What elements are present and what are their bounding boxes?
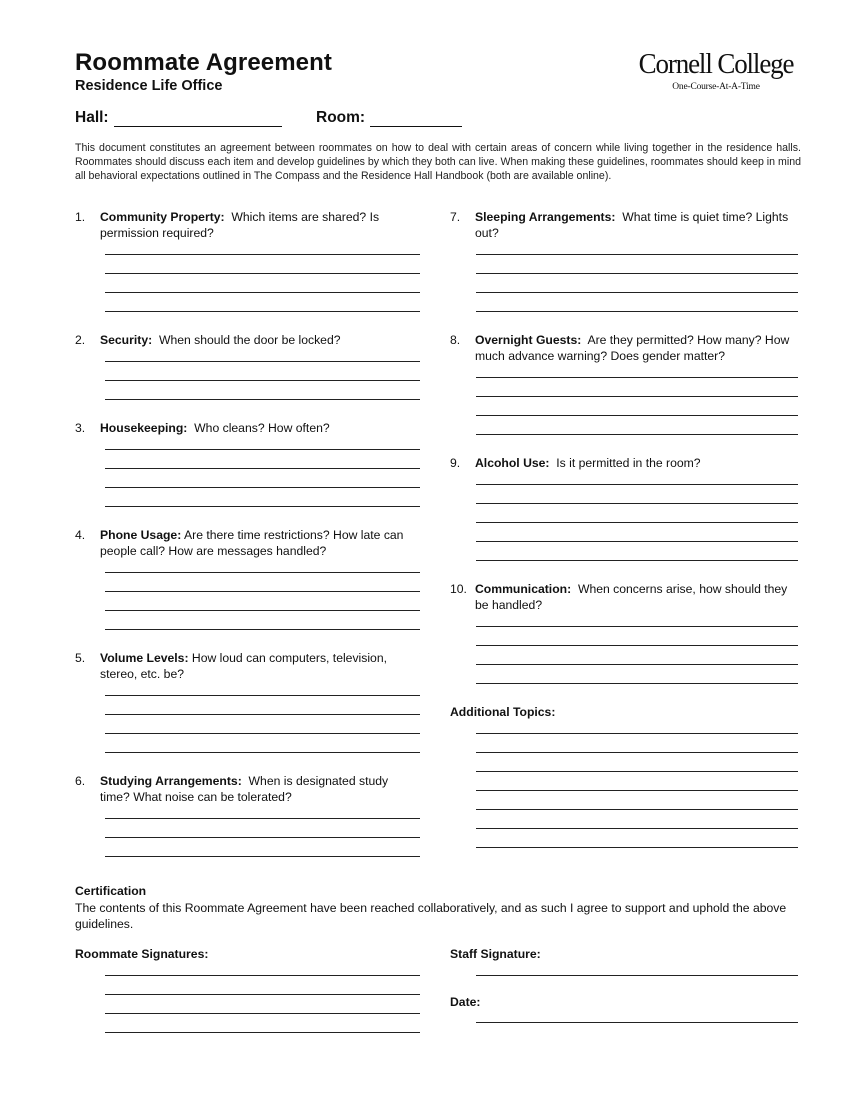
item-number: 10. xyxy=(450,582,467,596)
answer-line[interactable] xyxy=(476,847,798,848)
answer-line[interactable] xyxy=(105,254,420,255)
item-question: Is it permitted in the room? xyxy=(556,456,701,470)
hall-label: Hall: xyxy=(75,109,109,126)
room-label: Room: xyxy=(316,109,366,126)
answer-line[interactable] xyxy=(476,503,798,504)
page-title: Roommate Agreement xyxy=(75,49,332,76)
answer-line[interactable] xyxy=(476,377,798,378)
item-question: What time is quiet time? Lights out? xyxy=(475,210,789,240)
item-title: Housekeeping: xyxy=(100,421,188,435)
intro-paragraph: This document constitutes an agreement between roommates on how to deal with certain areas of concern while living together in the residence halls. Roommates should discuss each item and develop guidelines by which they both can live. When making these guidelines, roommates should keep in mind all behavioral expectations outlined in The Compass and the Residence Hall Handbook (both are available online). xyxy=(75,142,801,182)
answer-line[interactable] xyxy=(476,733,798,734)
answer-line[interactable] xyxy=(476,415,798,416)
item-title: Phone Usage: xyxy=(100,528,182,542)
item-title: Overnight Guests: xyxy=(475,333,582,347)
answer-line[interactable] xyxy=(105,572,420,573)
roommate-signatures-label: Roommate Signatures: xyxy=(75,947,209,961)
item-question: When should the door be locked? xyxy=(158,333,341,347)
page-subtitle: Residence Life Office xyxy=(75,78,223,94)
answer-line[interactable] xyxy=(105,449,420,450)
answer-line[interactable] xyxy=(105,292,420,293)
answer-line[interactable] xyxy=(476,292,798,293)
item-title: Security: xyxy=(100,333,153,347)
answer-line[interactable] xyxy=(476,683,798,684)
answer-line[interactable] xyxy=(105,994,420,995)
item-question: When concerns arise, how should they be handled? xyxy=(475,582,788,612)
answer-line[interactable] xyxy=(476,809,798,810)
answer-line[interactable] xyxy=(105,629,420,630)
item-number: 3. xyxy=(75,421,86,435)
item-number: 7. xyxy=(450,210,461,224)
answer-line[interactable] xyxy=(476,790,798,791)
answer-line[interactable] xyxy=(476,771,798,772)
answer-line[interactable] xyxy=(105,1032,420,1033)
answer-line[interactable] xyxy=(476,541,798,542)
answer-line[interactable] xyxy=(105,733,420,734)
answer-line[interactable] xyxy=(105,856,420,857)
answer-line[interactable] xyxy=(105,380,420,381)
answer-line[interactable] xyxy=(476,311,798,312)
item-question: Are there time restrictions? How late can people call? How are messages handled? xyxy=(100,528,404,558)
answer-line[interactable] xyxy=(476,560,798,561)
answer-line[interactable] xyxy=(476,484,798,485)
answer-line[interactable] xyxy=(476,522,798,523)
answer-line[interactable] xyxy=(476,396,798,397)
answer-line[interactable] xyxy=(105,487,420,488)
item-number: 4. xyxy=(75,528,86,542)
staff-signature-label: Staff Signature: xyxy=(450,947,541,961)
answer-line[interactable] xyxy=(476,645,798,646)
logo-tagline: One-Course-At-A-Time xyxy=(672,82,760,92)
item-number: 8. xyxy=(450,333,461,347)
logo-name: Cornell College xyxy=(638,48,794,80)
item-number: 5. xyxy=(75,651,86,665)
answer-line[interactable] xyxy=(105,818,420,819)
item-title: Studying Arrangements: xyxy=(100,774,242,788)
answer-line[interactable] xyxy=(476,828,798,829)
answer-line[interactable] xyxy=(105,361,420,362)
answer-line[interactable] xyxy=(476,664,798,665)
hall-field xyxy=(75,109,282,127)
answer-line[interactable] xyxy=(105,506,420,507)
answer-line[interactable] xyxy=(476,254,798,255)
college-logo xyxy=(628,50,804,92)
answer-line[interactable] xyxy=(105,1013,420,1014)
answer-line[interactable] xyxy=(105,610,420,611)
item-number: 6. xyxy=(75,774,86,788)
answer-line[interactable] xyxy=(476,434,798,435)
answer-line[interactable] xyxy=(476,975,798,976)
answer-line[interactable] xyxy=(105,752,420,753)
item-title: Volume Levels: xyxy=(100,651,189,665)
answer-line[interactable] xyxy=(105,975,420,976)
room-blank[interactable] xyxy=(370,112,462,127)
answer-line[interactable] xyxy=(105,468,420,469)
date-label: Date: xyxy=(450,995,481,1009)
answer-line[interactable] xyxy=(105,714,420,715)
item-number: 9. xyxy=(450,456,461,470)
answer-line[interactable] xyxy=(476,752,798,753)
certification-title: Certification xyxy=(75,884,147,898)
item-title: Alcohol Use: xyxy=(475,456,550,470)
answer-line[interactable] xyxy=(476,273,798,274)
certification-text: The contents of this Roommate Agreement have been reached collaboratively, and as such I agree to support and uphold the above guidelines. xyxy=(75,901,787,931)
answer-line[interactable] xyxy=(105,273,420,274)
item-question: Are they permitted? How many? How much advance warning? Does gender matter? xyxy=(475,333,790,363)
item-question: When is designated study time? What noise can be tolerated? xyxy=(100,774,389,804)
item-question: Who cleans? How often? xyxy=(194,421,330,435)
answer-line[interactable] xyxy=(105,399,420,400)
answer-line[interactable] xyxy=(476,626,798,627)
item-title: Communication: xyxy=(475,582,572,596)
item-number: 2. xyxy=(75,333,86,347)
item-title: Community Property: xyxy=(100,210,225,224)
item-title: Sleeping Arrangements: xyxy=(475,210,616,224)
answer-line[interactable] xyxy=(105,591,420,592)
answer-line[interactable] xyxy=(476,1022,798,1023)
hall-blank[interactable] xyxy=(114,112,282,127)
item-number: 1. xyxy=(75,210,86,224)
additional-topics-heading: Additional Topics: xyxy=(450,705,556,719)
item-question: Which items are shared? Is permission required? xyxy=(100,210,380,240)
answer-line[interactable] xyxy=(105,695,420,696)
answer-line[interactable] xyxy=(105,311,420,312)
item-question: How loud can computers, television, stereo, etc. be? xyxy=(100,651,388,681)
room-field xyxy=(316,109,462,127)
answer-line[interactable] xyxy=(105,837,420,838)
